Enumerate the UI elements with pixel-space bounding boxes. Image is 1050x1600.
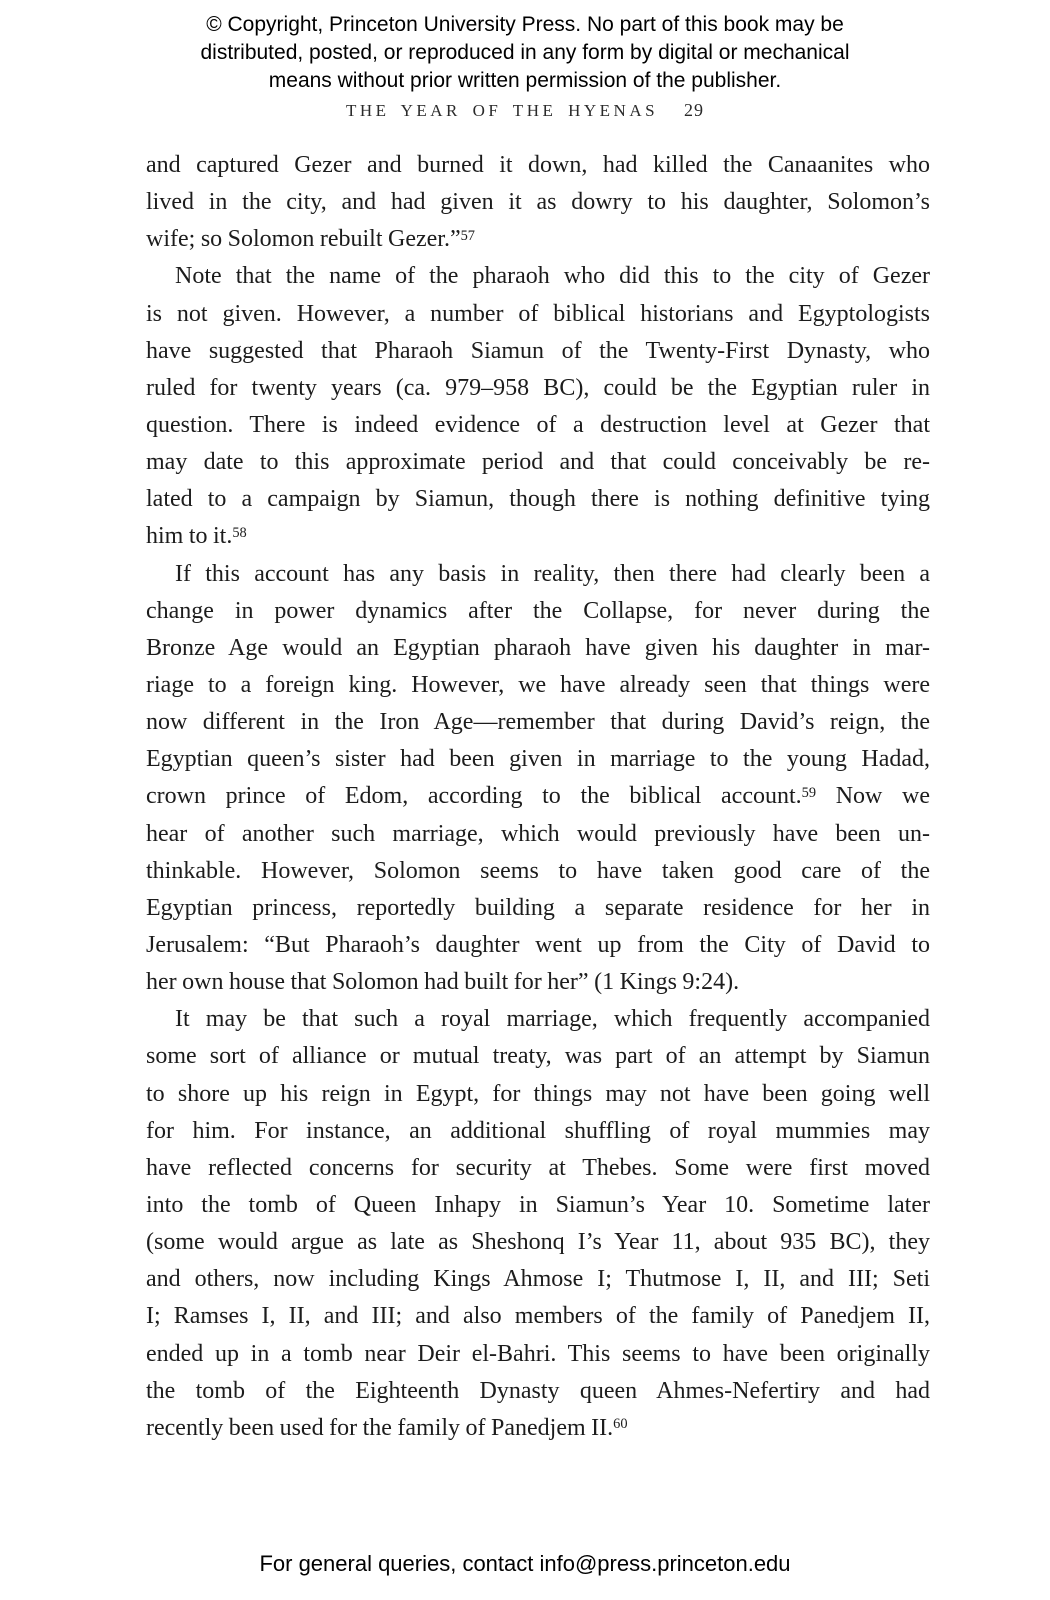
text-line [146, 1298, 930, 1335]
text-segment: ended up in a tomb near Deir el-Bahri. This seems to have been originally [146, 1340, 930, 1367]
text-line [146, 853, 930, 890]
text-line [146, 333, 930, 370]
text-segment: lated to a campaign by Siamun, though there is nothing definitive tying [146, 486, 930, 513]
text-segment: crown prince of Edom, according to the biblical account. [146, 783, 802, 810]
text-line [146, 778, 930, 815]
text-line [146, 927, 930, 964]
text-line [146, 593, 930, 630]
text-segment: Note that the name of the pharaoh who did this to the city of Gezer [175, 263, 930, 290]
text-segment: Bronze Age would an Egyptian pharaoh have given his daughter in mar- [146, 634, 930, 661]
text-segment: I; Ramses I, II, and III; and also members of the family of Panedjem II, [146, 1303, 930, 1330]
footnote-reference: 60 [613, 1416, 628, 1433]
text-segment: the tomb of the Eighteenth Dynasty queen Ahmes-Nefertiry and had [146, 1377, 930, 1404]
footnote-reference: 59 [801, 784, 817, 801]
footnote-reference: 58 [232, 524, 247, 541]
text-line [146, 1336, 930, 1373]
copyright-line: © Copyright, Princeton University Press. No part of this book may be [206, 13, 844, 36]
text-segment: for him. For instance, an additional shuffling of royal mummies may [146, 1117, 930, 1144]
text-segment: now different in the Iron Age—remember that during David’s reign, the [146, 709, 930, 736]
text-segment: into the tomb of Queen Inhapy in Siamun’s Year 10. Sometime later [146, 1191, 930, 1218]
text-segment: (some would argue as late as Sheshonq I’s Year 11, about 935 BC), they [146, 1229, 930, 1256]
text-segment: wife; so Solomon rebuilt Gezer.” [146, 226, 461, 253]
text-line [146, 1373, 930, 1410]
text-line [146, 221, 930, 258]
text-line [146, 1113, 930, 1150]
text-line [146, 296, 930, 333]
text-segment: Jerusalem: “But Pharaoh’s daughter went up from the City of David to [146, 931, 930, 958]
text-segment: have reflected concerns for security at Thebes. Some were first moved [146, 1154, 930, 1181]
copyright-line: means without prior written permission of the publisher. [268, 69, 782, 92]
text-line [146, 1410, 930, 1447]
text-line [146, 407, 930, 444]
footnote-reference: 57 [460, 227, 475, 244]
text-line [146, 1076, 930, 1113]
running-head-title: THE YEAR OF THE HYENAS [345, 101, 659, 120]
text-segment: question. There is indeed evidence of a destruction level at Gezer that [146, 411, 930, 438]
text-line [146, 704, 930, 741]
copyright-line: distributed, posted, or reproduced in any form by digital or mechanical [200, 41, 850, 64]
text-line [146, 667, 930, 704]
running-head [0, 100, 1050, 121]
text-segment: riage to a foreign king. However, we have already seen that things were [146, 671, 930, 698]
text-segment: change in power dynamics after the Collapse, for never during the [146, 597, 930, 624]
text-segment: have suggested that Pharaoh Siamun of the Twenty-First Dynasty, who [146, 337, 930, 364]
text-line [146, 1038, 930, 1075]
text-line [146, 444, 930, 481]
text-line [146, 1001, 930, 1038]
text-segment: Egyptian princess, reportedly building a separate residence for her in [146, 894, 930, 921]
text-segment: If this account has any basis in reality, then there had clearly been a [175, 560, 930, 587]
text-line [146, 630, 930, 667]
text-line [146, 556, 930, 593]
text-line [146, 964, 930, 1001]
text-segment: her own house that Solomon had built for her” (1 Kings 9:24). [146, 969, 740, 996]
text-line [146, 1187, 930, 1224]
text-line [146, 184, 930, 221]
text-segment: ruled for twenty years (ca. 979–958 BC), could be the Egyptian ruler in [146, 374, 930, 401]
text-line [146, 890, 930, 927]
text-line [146, 1150, 930, 1187]
text-line [146, 481, 930, 518]
text-segment: It may be that such a royal marriage, which frequently accompanied [175, 1006, 930, 1033]
text-segment: him to it. [146, 523, 233, 550]
text-line [146, 518, 930, 555]
text-segment: is not given. However, a number of biblical historians and Egyptologists [146, 300, 930, 327]
text-line [146, 741, 930, 778]
text-line [146, 147, 930, 184]
text-segment: may date to this approximate period and that could conceivably be re- [146, 449, 930, 476]
text-segment: hear of another such marriage, which would previously have been un- [146, 820, 930, 847]
page-footer [0, 1551, 1050, 1577]
text-segment: and captured Gezer and burned it down, had killed the Canaanites who [146, 152, 930, 178]
text-segment: recently been used for the family of Panedjem II. [146, 1414, 614, 1441]
text-segment: Now we [816, 783, 930, 810]
text-line [146, 1261, 930, 1298]
text-segment: some sort of alliance or mutual treaty, was part of an attempt by Siamun [146, 1043, 930, 1070]
copyright-notice [0, 11, 1050, 95]
text-segment: Egyptian queen’s sister had been given in marriage to the young Hadad, [146, 746, 930, 773]
text-segment: and others, now including Kings Ahmose I; Thutmose I, II, and III; Seti [146, 1266, 930, 1293]
text-line [146, 258, 930, 295]
text-line [146, 370, 930, 407]
text-line [146, 1224, 930, 1261]
text-segment: thinkable. However, Solomon seems to have taken good care of the [146, 857, 930, 884]
page-number: 29 [684, 100, 705, 120]
text-line [146, 816, 930, 853]
text-segment: lived in the city, and had given it as dowry to his daughter, Solomon’s [146, 189, 930, 216]
text-segment: to shore up his reign in Egypt, for things may not have been going well [146, 1080, 930, 1107]
body-text [146, 147, 930, 1447]
footer-contact-text: For general queries, contact info@press.princeton.edu [259, 1551, 791, 1576]
